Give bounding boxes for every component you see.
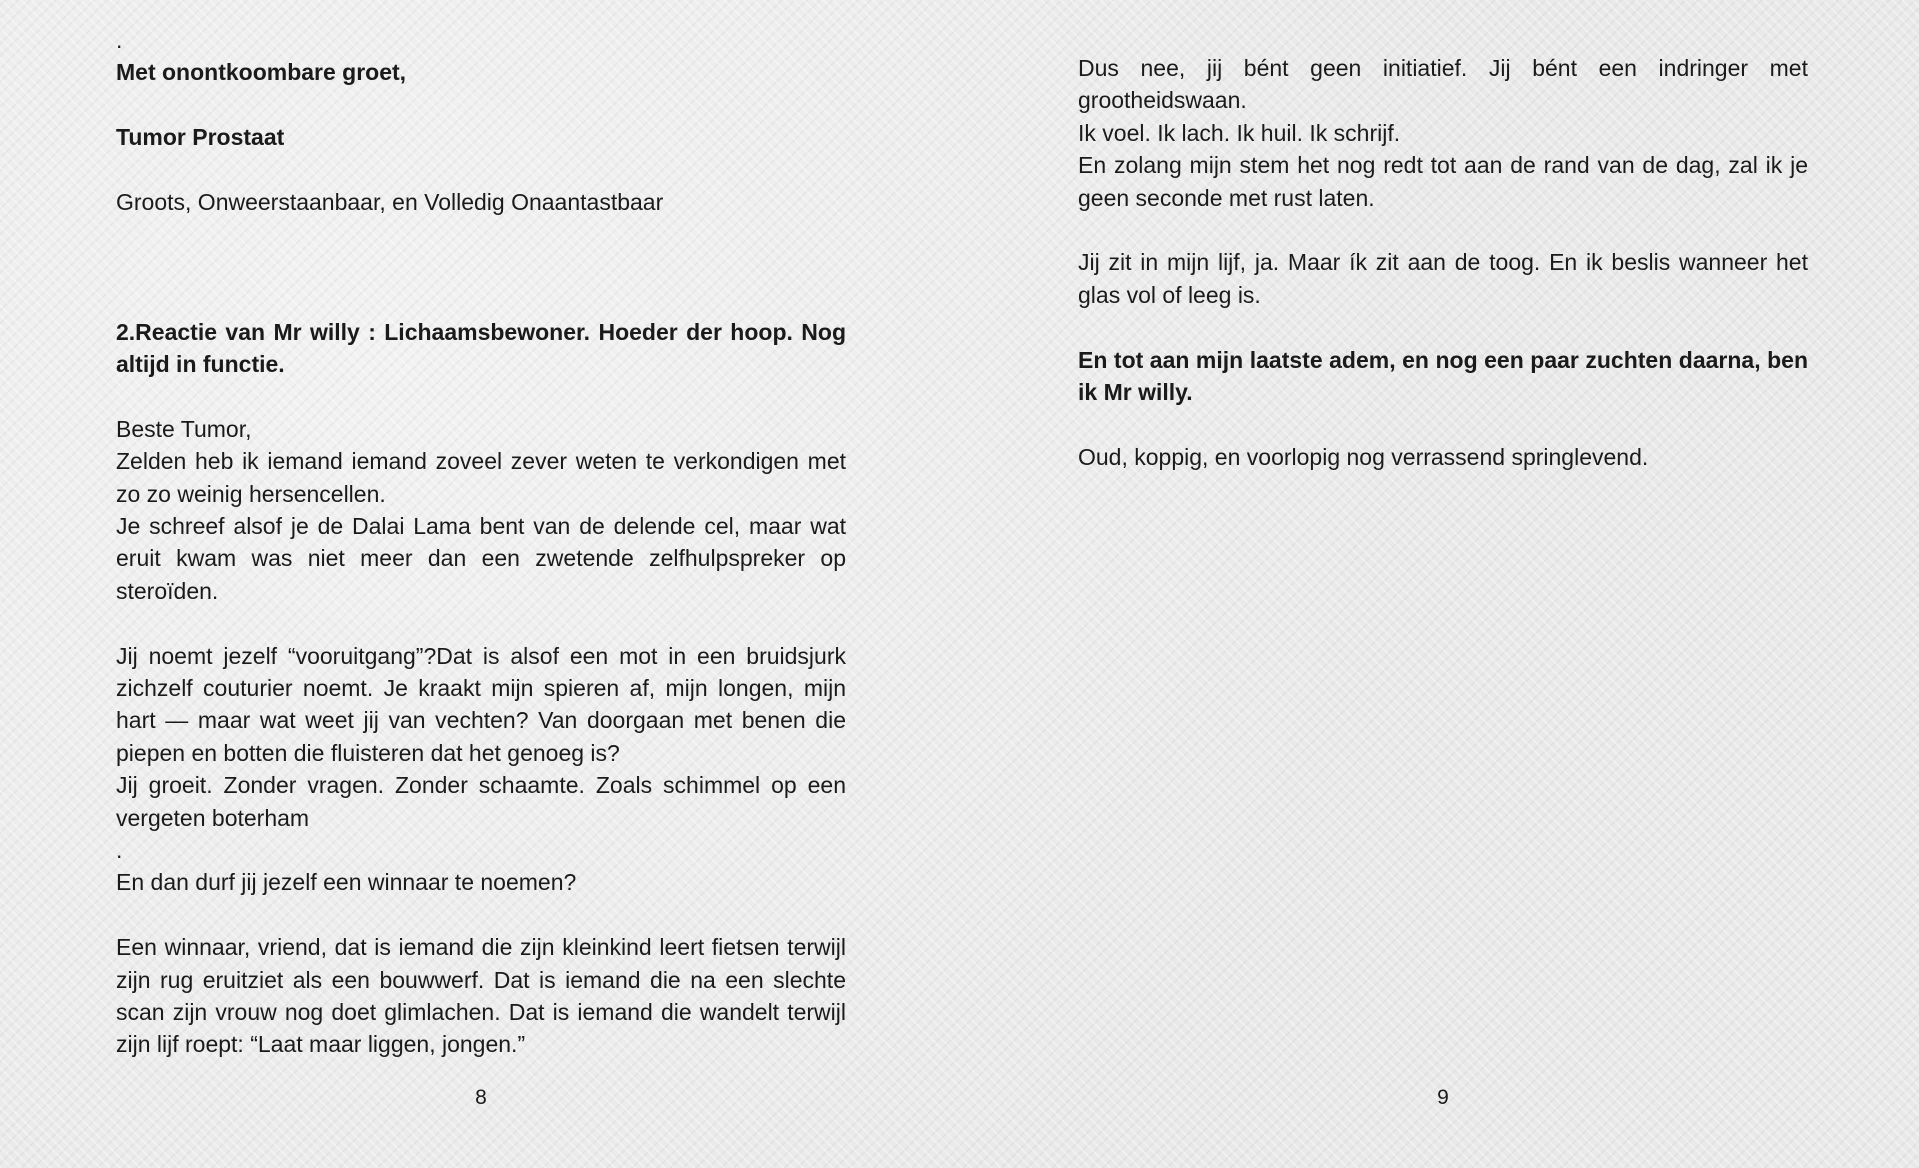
paragraph: Ik voel. Ik lach. Ik huil. Ik schrijf. xyxy=(1078,119,1401,146)
left-page-text xyxy=(116,24,846,1061)
salutation: Beste Tumor, xyxy=(116,415,252,442)
blank-line xyxy=(116,218,846,250)
blank-line xyxy=(116,899,846,931)
paragraph: Dus nee, jij bént geen initiatief. Jij bént een indringer met grootheidswaan. xyxy=(1078,55,1808,114)
blank-line xyxy=(116,607,846,639)
blank-line xyxy=(116,154,846,186)
right-page-text xyxy=(1078,52,1808,473)
paragraph: En dan durf jij jezelf een winnaar te noemen? xyxy=(116,869,577,896)
blank-line xyxy=(1078,311,1808,343)
paragraph: Een winnaar, vriend, dat is iemand die zijn kleinkind leert fietsen terwijl zijn rug eruitziet als een bouwwerf. Dat is iemand die na een slechte scan zijn vrouw nog doet glimlachen. Dat is iemand die wandelt terwijl zijn lijf roept: “Laat maar liggen, jongen.” xyxy=(116,934,846,1058)
paragraph: Jij groeit. Zonder vragen. Zonder schaamte. Zoals schimmel op een vergeten boterham xyxy=(116,772,846,831)
paragraph: . xyxy=(116,837,123,864)
paragraph: Jij noemt jezelf “vooruitgang”?Dat is alsof een mot in een bruidsjurk zichzelf couturier noemt. Je kraakt mijn spieren af, mijn longen, mijn hart — maar wat weet jij van vechten? Van doorgaan met benen die piepen en botten die fluisteren dat het genoeg is? xyxy=(116,642,846,766)
blank-line xyxy=(116,283,846,315)
signature-name: Tumor Prostaat xyxy=(116,124,285,151)
page-number: 8 xyxy=(475,1086,487,1109)
paragraph: Je schreef alsof je de Dalai Lama bent van de delende cel, maar wat eruit kwam was niet meer dan een zwetende zelfhulpspreker op steroïden. xyxy=(116,513,846,604)
blank-line xyxy=(1078,214,1808,246)
paragraph: En zolang mijn stem het nog redt tot aan de rand van de dag, zal ik je geen seconde met rust laten. xyxy=(1078,152,1808,211)
blank-line xyxy=(116,89,846,121)
blank-line xyxy=(1078,408,1808,440)
blank-line xyxy=(116,251,846,283)
signature-tagline: Oud, koppig, en voorlopig nog verrassend springlevend. xyxy=(1078,443,1649,470)
closing-greeting: Met onontkoombare groet, xyxy=(116,59,407,86)
blank-line xyxy=(116,380,846,412)
paragraph: . xyxy=(116,27,123,53)
left-page xyxy=(116,0,846,1168)
right-page xyxy=(1078,0,1808,1168)
signature-tagline: Groots, Onweerstaanbaar, en Volledig Onaantastbaar xyxy=(116,189,664,215)
paragraph: Zelden heb ik iemand iemand zoveel zever weten te verkondigen met zo zo weinig hersencellen. xyxy=(116,448,846,507)
closing-statement: En tot aan mijn laatste adem, en nog een paar zuchten daarna, ben ik Mr willy. xyxy=(1078,346,1808,406)
paragraph: Jij zit in mijn lijf, ja. Maar ík zit aan de toog. En ik beslis wanneer het glas vol of leeg is. xyxy=(1078,249,1808,308)
section-heading: 2.Reactie van Mr willy : Lichaamsbewoner. Hoeder der hoop. Nog altijd in functie. xyxy=(116,318,846,377)
page-number: 9 xyxy=(1437,1086,1449,1109)
